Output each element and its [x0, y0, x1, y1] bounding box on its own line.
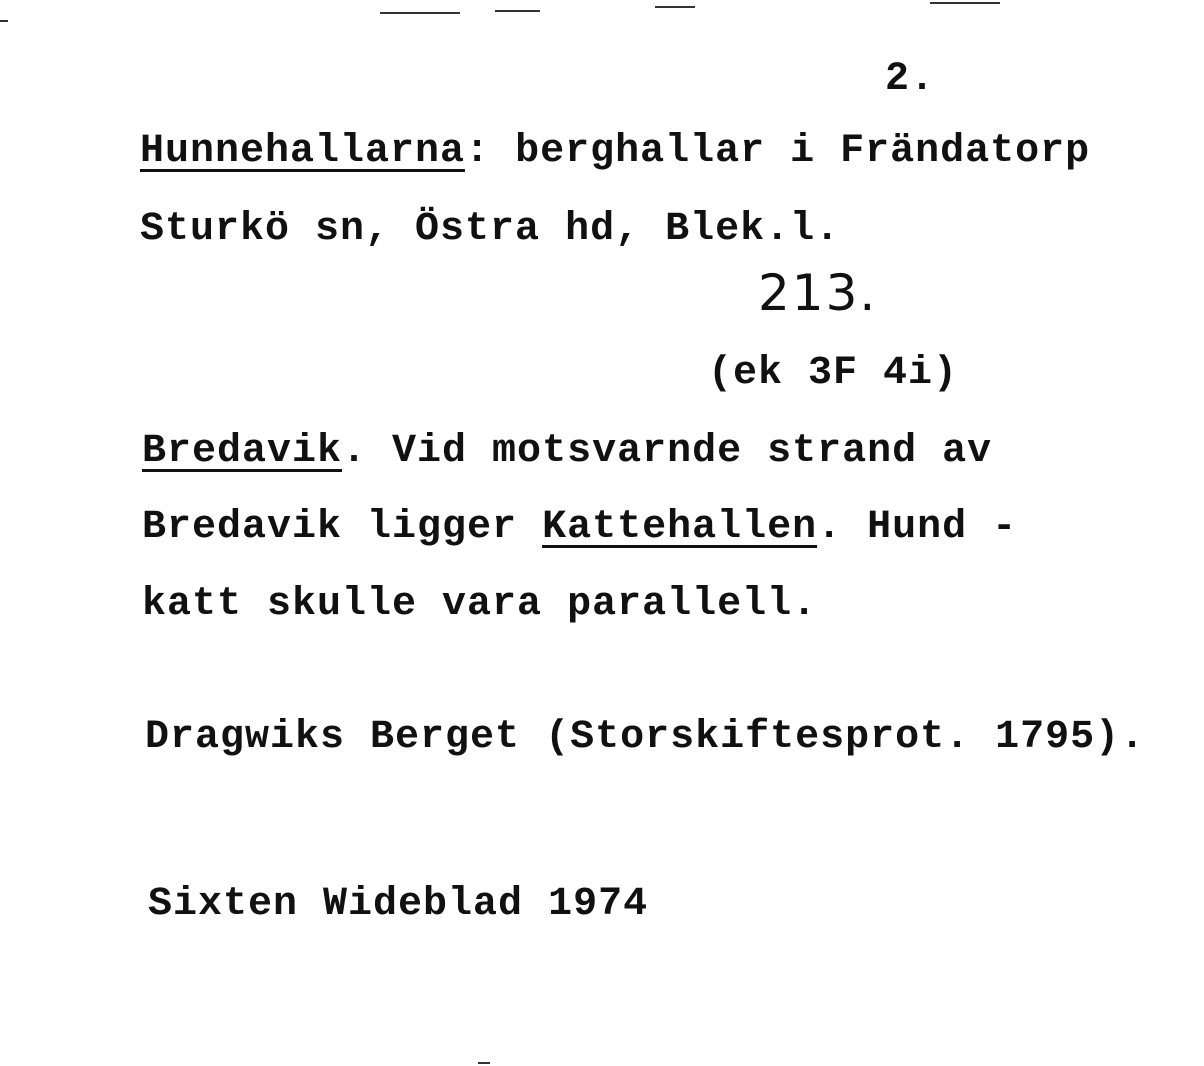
reference-code: (ek 3F 4i) — [708, 351, 959, 396]
place-name-bredavik: Bredavik — [142, 429, 343, 474]
signature-line: Sixten Wideblad 1974 — [148, 882, 649, 927]
page-number: 2. — [885, 57, 936, 102]
entry-line-4-suffix: . Hund - — [817, 505, 1018, 550]
entry-line-1-text: : berghallar i Frändatorp — [465, 129, 1091, 174]
scan-speck — [0, 20, 8, 22]
scan-speck — [495, 10, 540, 12]
handwritten-number: 213. — [758, 264, 878, 322]
entry-line-4 — [142, 505, 1018, 550]
entry-line-5: katt skulle vara parallell. — [142, 582, 818, 627]
entry-line-3-text: . Vid motsvarnde strand av — [342, 429, 993, 474]
scan-speck — [478, 1062, 490, 1064]
entry-line-2: Sturkö sn, Östra hd, Blek.l. — [140, 207, 841, 252]
scan-speck — [380, 12, 460, 14]
entry-line-1 — [140, 129, 1091, 174]
scan-speck — [930, 2, 1000, 4]
entry-line-3 — [142, 429, 993, 474]
entry-line-6: Dragwiks Berget (Storskiftesprot. 1795). — [145, 715, 1146, 760]
entry-line-4-prefix: Bredavik ligger — [142, 505, 543, 550]
scan-speck — [655, 6, 695, 8]
place-name-hunnehallarna: Hunnehallarna — [140, 129, 466, 174]
place-name-kattehallen: Kattehallen — [542, 505, 818, 550]
